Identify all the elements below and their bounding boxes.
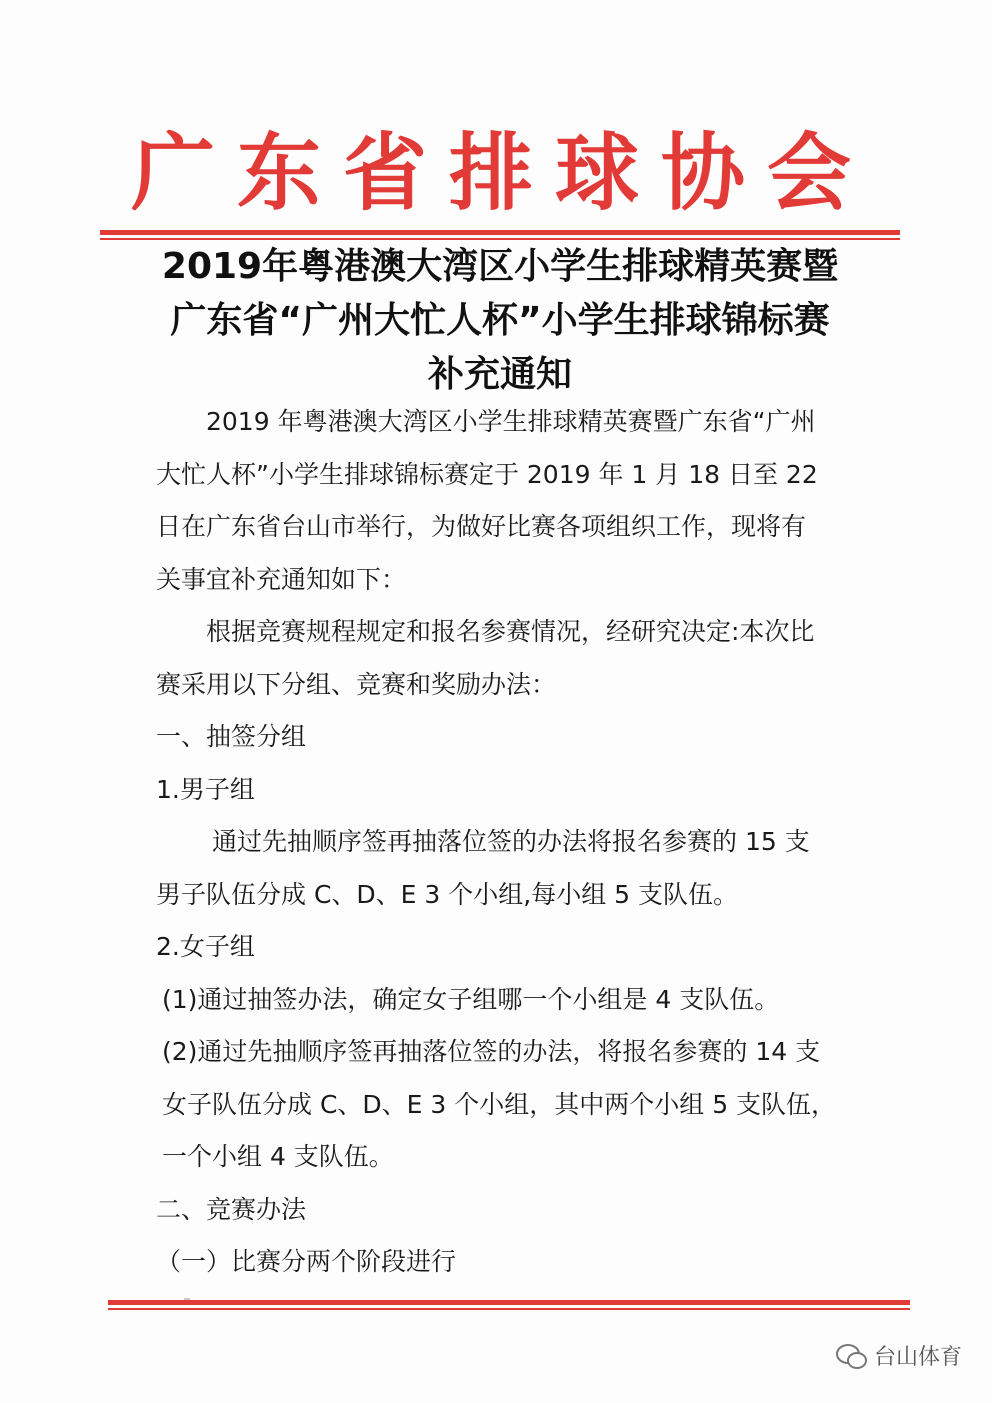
section-1-heading: 一、抽签分组: [156, 722, 307, 751]
title-line-3: 补充通知: [427, 354, 572, 395]
intro-line-3: 日在广东省台山市举行，为做好比赛各项组织工作，现将有: [156, 512, 807, 541]
women-item-1: (1)通过抽签办法，确定女子组哪一个小组是 4 支队伍。: [162, 984, 780, 1014]
women-group-heading: 2.女子组: [156, 932, 255, 961]
title-line-1: 2019年粤港澳大湾区小学生排球精英赛暨: [161, 246, 839, 287]
organization-header: 广东省排球协会: [130, 123, 873, 222]
intro-line-1: 2019 年粤港澳大湾区小学生排球精英赛暨广东省“广州: [206, 407, 816, 436]
decision-paragraph: [156, 606, 856, 711]
men-line-2: 男子队伍分成 C、D、E 3 个小组,每小组 5 支队伍。: [156, 879, 738, 909]
wechat-icon: [836, 1344, 866, 1368]
document-title: [120, 240, 880, 402]
decision-line-2: 赛采用以下分组、竞赛和奖励办法：: [156, 669, 557, 699]
intro-paragraph: [156, 396, 856, 606]
intro-line-2: 大忙人杯”小学生排球锦标赛定于 2019 年 1 月 18 日至 22: [156, 459, 818, 489]
intro-line-4: 关事宜补充通知如下：: [156, 564, 407, 594]
watermark-text: 台山体育: [873, 1345, 962, 1370]
footer-rule: [108, 1300, 910, 1310]
document-body: [156, 396, 856, 1289]
footer-rule-thin: [108, 1308, 910, 1310]
decision-line-1: 根据竞赛规程规定和报名参赛情况，经研究决定:本次比: [206, 617, 815, 646]
header-rule: [100, 230, 900, 240]
title-line-2: 广东省“广州大忙人杯”小学生排球锦标赛: [170, 300, 830, 341]
header-rule-thick: [100, 230, 900, 235]
women-item-2: [156, 1026, 856, 1184]
men-line-1: 通过先抽顺序签再抽落位签的办法将报名参赛的 15 支: [212, 827, 810, 856]
men-group-heading: 1.男子组: [156, 774, 255, 804]
section-2-heading: 二、竞赛办法: [156, 1194, 307, 1224]
men-group-paragraph: [156, 816, 856, 921]
section-2-subheading: （一）比赛分两个阶段进行: [156, 1247, 457, 1276]
women-item-2-line-3: 一个小组 4 支队伍。: [162, 1142, 394, 1171]
wechat-watermark: [836, 1340, 962, 1371]
women-item-2-line-1: (2)通过先抽顺序签再抽落位签的办法，将报名参赛的 14 支: [162, 1037, 821, 1066]
footer-rule-thick: [108, 1300, 910, 1305]
women-item-2-line-2: 女子队伍分成 C、D、E 3 个小组，其中两个小组 5 支队伍，: [162, 1089, 837, 1119]
